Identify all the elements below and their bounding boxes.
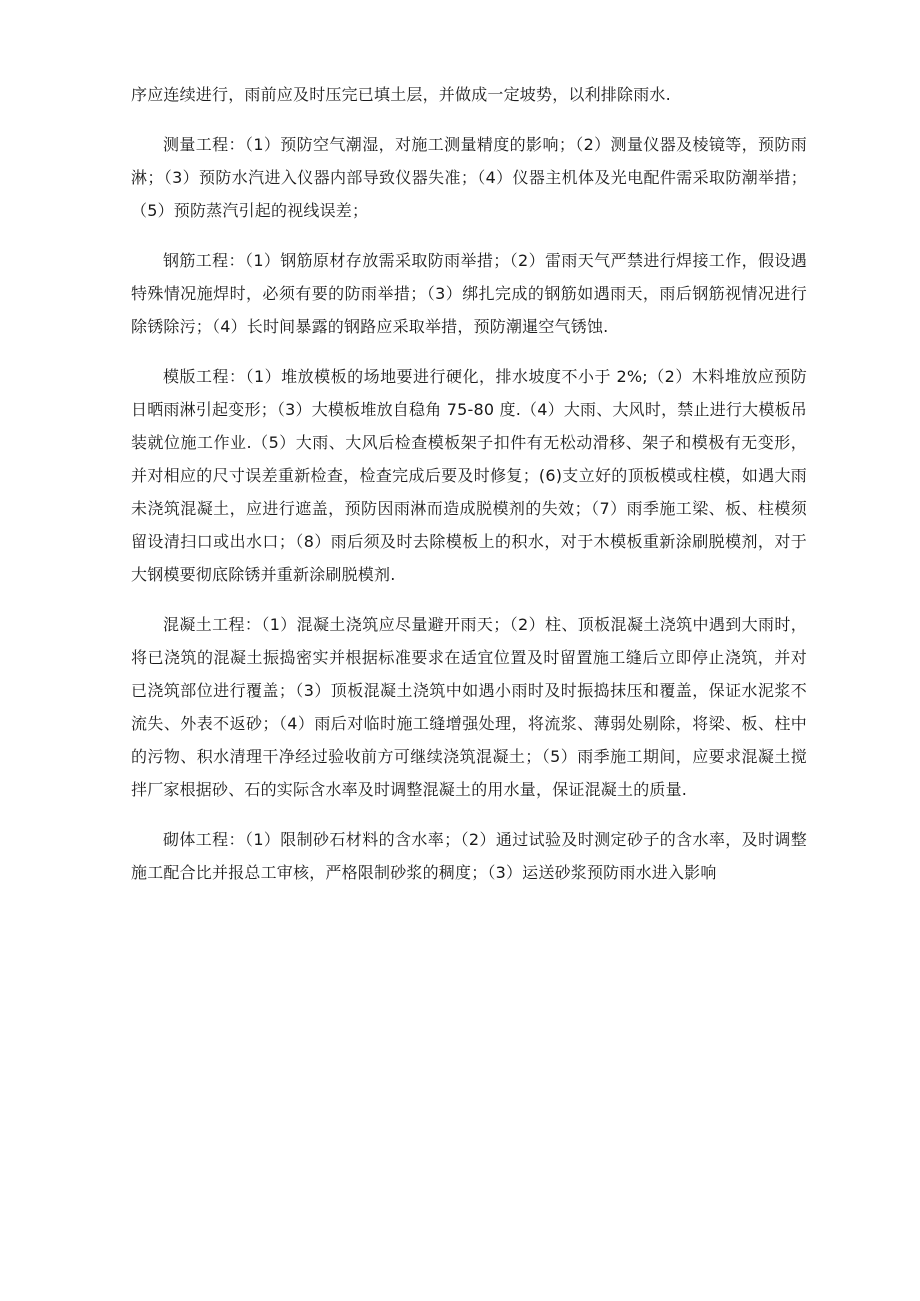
paragraph-formwork-engineering: 模版工程：（1）堆放模板的场地要进行硬化，排水坡度不小于 2%;（2）木料堆放应预防日晒雨淋引起变形；（3）大模板堆放自稳角 75-80 度.（4）大雨、大风时，禁止进行大模板吊装就位施工作业.（5）大雨、大风后检查模板架子扣件有无松动滑移、架子和模极有无变形，并对相应的尺寸误差重新检查，检查完成后要及时修复；(6)支立好的顶板模或柱模，如遇大雨未浇筑混凝土，应进行遮盖，预防因雨淋而造成脱模剂的失效；（7）雨季施工梁、板、柱模须留设清扫口或出水口；（8）雨后须及时去除模板上的积水，对于木模板重新涂刷脱模剂，对于大钢模要彻底除锈并重新涂刷脱模剂. [131, 367, 807, 584]
paragraph-masonry-engineering: 砌体工程：（1）限制砂石材料的含水率；（2）通过试验及时测定砂子的含水率，及时调整施工配合比并报总工审核，严格限制砂浆的稠度；（3）运送砂浆预防雨水进入影响 [131, 830, 807, 882]
document-body [131, 78, 807, 906]
paragraph-rebar-engineering: 钢筋工程：（1）钢筋原材存放需采取防雨举措；（2）雷雨天气严禁进行焊接工作，假设遇特殊情况施焊时，必须有要的防雨举措；（3）绑扎完成的钢筋如遇雨天，雨后钢筋视情况进行除锈除污；（4）长时间暴露的钢路应采取举措，预防潮暹空气锈蚀. [131, 251, 807, 336]
paragraph-survey-engineering: 测量工程：（1）预防空气潮湿，对施工测量精度的影响；（2）测量仪器及棱镜等，预防雨淋；（3）预防水汽进入仪器内部导致仪器失准；（4）仪器主机体及光电配件需采取防潮举措；（5）预防蒸汽引起的视线误差； [131, 135, 807, 220]
paragraph-earthwork-continuation: 序应连续进行，雨前应及时压完已填土层，并做成一定坡势，以利排除雨水. [131, 85, 671, 104]
paragraph-concrete-engineering: 混凝土工程：（1）混凝土浇筑应尽量避开雨天；（2）柱、顶板混凝土浇筑中遇到大雨时，将已浇筑的混凝土振捣密实并根据标准要求在适宜位置及时留置施工缝后立即停止浇筑，并对已浇筑部位进行覆盖；（3）顶板混凝土浇筑中如遇小雨时及时振捣抹压和覆盖，保证水泥浆不流失、外表不返砂；（4）雨后对临时施工缝增强处理，将流浆、薄弱处剔除，将梁、板、柱中的污物、积水清理干净经过验收前方可继续浇筑混凝土；（5）雨季施工期间，应要求混凝土搅拌厂家根据砂、石的实际含水率及时调整混凝土的用水量，保证混凝土的质量. [131, 615, 807, 799]
